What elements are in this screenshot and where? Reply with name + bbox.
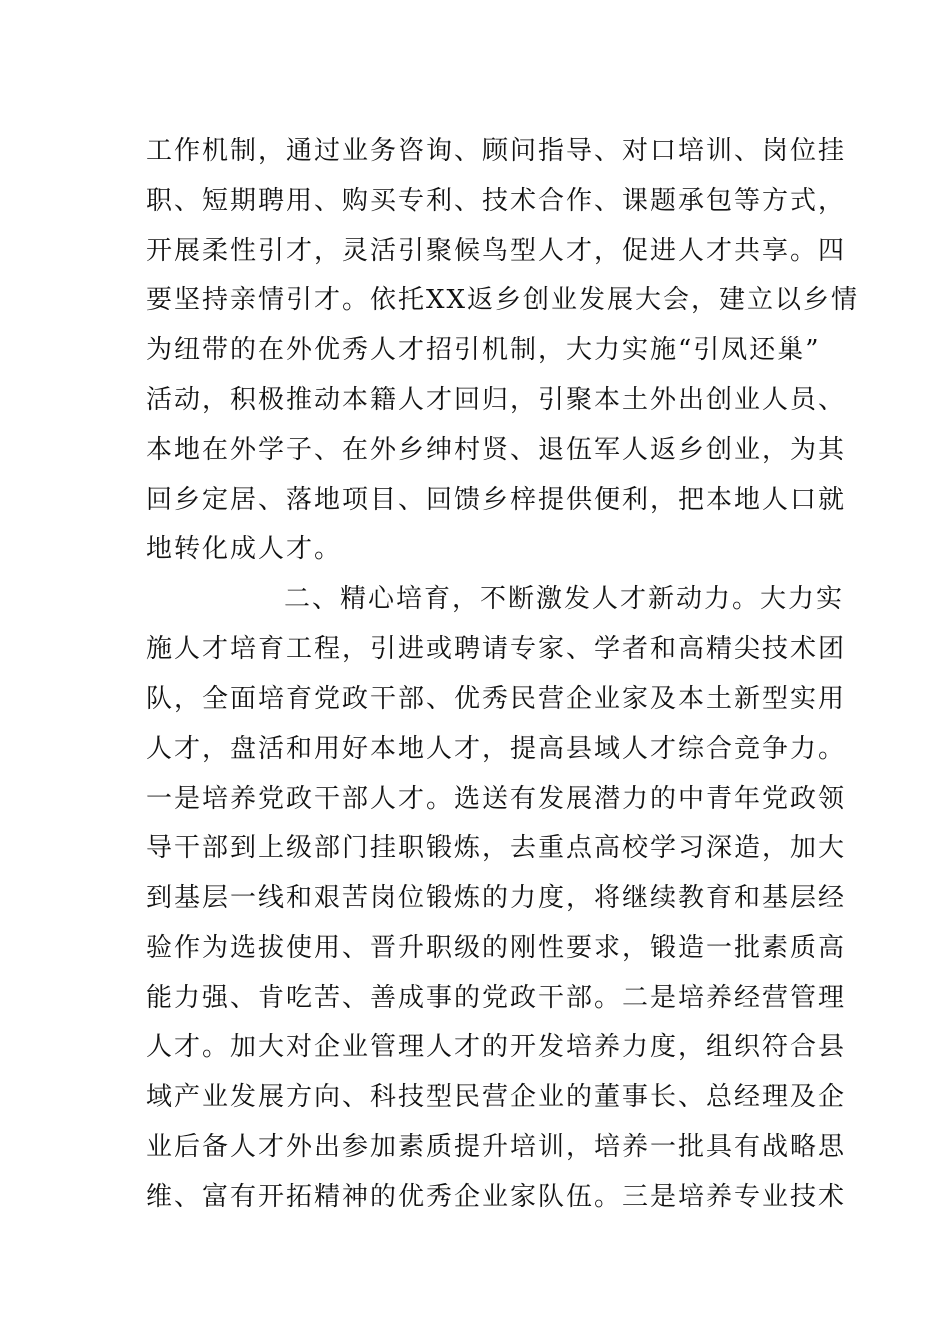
text-line: 验作为选拔使用、晋升职级的刚性要求，锻造一批素质高 [146, 933, 847, 963]
text-line: 人才。加大对企业管理人才的开发培养力度，组织符合县 [146, 1032, 847, 1062]
text-line: 开展柔性引才，灵活引聚候鸟型人才，促进人才共享。四 [146, 236, 847, 266]
text-line: 导干部到上级部门挂职锻炼，去重点高校学习深造，加大 [146, 833, 847, 863]
text-line: 回乡定居、落地项目、回馈乡梓提供便利，把本地人口就 [146, 485, 847, 515]
section-heading-line: 二、精心培育，不断激发人才新动力。大力实 [284, 584, 845, 614]
text-line: 业后备人才外出参加素质提升培训，培养一批具有战略思 [146, 1132, 847, 1162]
text-line: 地转化成人才。 [146, 534, 343, 564]
text-line: 一是培养党政干部人才。选送有发展潜力的中青年党政领 [146, 784, 847, 814]
text-line: 工作机制，通过业务咨询、顾问指导、对口培训、岗位挂 [146, 136, 847, 166]
text-line: 要坚持亲情引才。依托XX返乡创业发展大会，建立以乡情 [146, 285, 860, 315]
text-line: 为纽带的在外优秀人才招引机制，大力实施“引凤还巢” [146, 335, 821, 365]
text-line: 施人才培育工程，引进或聘请专家、学者和高精尖技术团 [146, 634, 847, 664]
text-line: 职、短期聘用、购买专利、技术合作、课题承包等方式， [146, 186, 847, 216]
text-line: 能力强、肯吃苦、善成事的党政干部。二是培养经营管理 [146, 983, 847, 1013]
text-line: 人才，盘活和用好本地人才，提高县域人才综合竞争力。 [146, 734, 847, 764]
text-line: 队，全面培育党政干部、优秀民营企业家及本土新型实用 [146, 684, 847, 714]
text-line: 到基层一线和艰苦岗位锻炼的力度，将继续教育和基层经 [146, 883, 847, 913]
text-line: 活动，积极推动本籍人才回归，引聚本土外出创业人员、 [146, 385, 847, 415]
text-line: 本地在外学子、在外乡绅村贤、退伍军人返乡创业，为其 [146, 435, 847, 465]
text-line: 域产业发展方向、科技型民营企业的董事长、总经理及企 [146, 1082, 847, 1112]
text-line: 维、富有开拓精神的优秀企业家队伍。三是培养专业技术 [146, 1182, 847, 1212]
